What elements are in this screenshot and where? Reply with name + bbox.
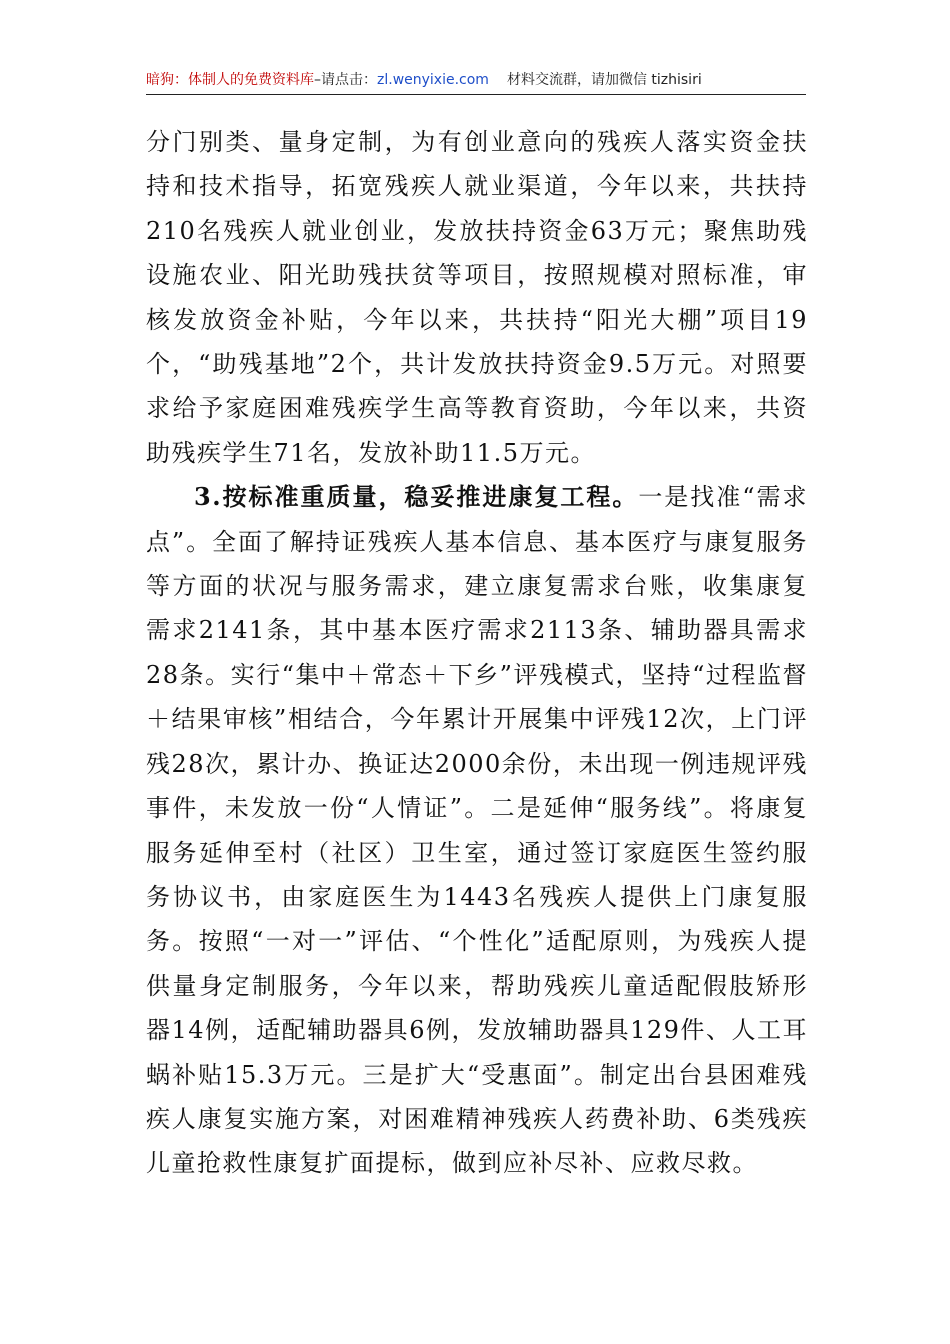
paragraph-employment-support: 分门别类、量身定制，为有创业意向的残疾人落实资金扶持和技术指导，拓宽残疾人就业渠道，今年以来，共扶持210名残疾人就业创业，发放扶持资金63万元；聚焦助残设施农业、阳光助残扶贫等项目，按照规模对照标准，审核发放资金补贴，今年以来，共扶持“阳光大棚”项目19个，“助残基地”2个，共计发放扶持资金9.5万元。对照要求给予家庭困难残疾学生高等教育资助，今年以来，共资助残疾学生71名，发放补助11.5万元。 — [146, 128, 808, 467]
header-separator: –请点击： — [314, 72, 377, 88]
header-brand: 暗狗：体制人的免费资料库 — [146, 72, 314, 88]
page-header — [146, 70, 806, 95]
paragraph-rehabilitation-text: 一是找准“需求点”。全面了解持证残疾人基本信息、基本医疗与康复服务等方面的状况与服务需求，建立康复需求台账，收集康复需求2141条，其中基本医疗需求2113条、辅助器具需求28条。实行“集中＋常态＋下乡”评残模式，坚持“过程监督＋结果审核”相结合，今年累计开展集中评残12次，上门评残28次，累计办、换证达2000余份，未出现一例违规评残事件，未发放一份“人情证”。二是延伸“服务线”。将康复服务延伸至村（社区）卫生室，通过签订家庭医生签约服务协议书，由家庭医生为1443名残疾人提供上门康复服务。按照“一对一”评估、“个性化”适配原则，为残疾人提供量身定制服务，今年以来，帮助残疾儿童适配假肢矫形器14例，适配辅助器具6例，发放辅助器具129件、人工耳蜗补贴15.3万元。三是扩大“受惠面”。制定出台县困难残疾人康复实施方案，对困难精神残疾人药费补助、6类残疾儿童抢救性康复扩面提标，做到应补尽补、应救尽救。 — [146, 483, 808, 1178]
section-heading-rehabilitation: 3.按标准重质量，稳妥推进康复工程。 — [194, 482, 639, 512]
paragraph-rehabilitation — [146, 475, 808, 1186]
header-wechat-note: 材料交流群，请加微信 tizhisiri — [506, 72, 702, 88]
document-body — [146, 120, 808, 1186]
header-link[interactable]: zl.wenyixie.com — [377, 72, 489, 88]
